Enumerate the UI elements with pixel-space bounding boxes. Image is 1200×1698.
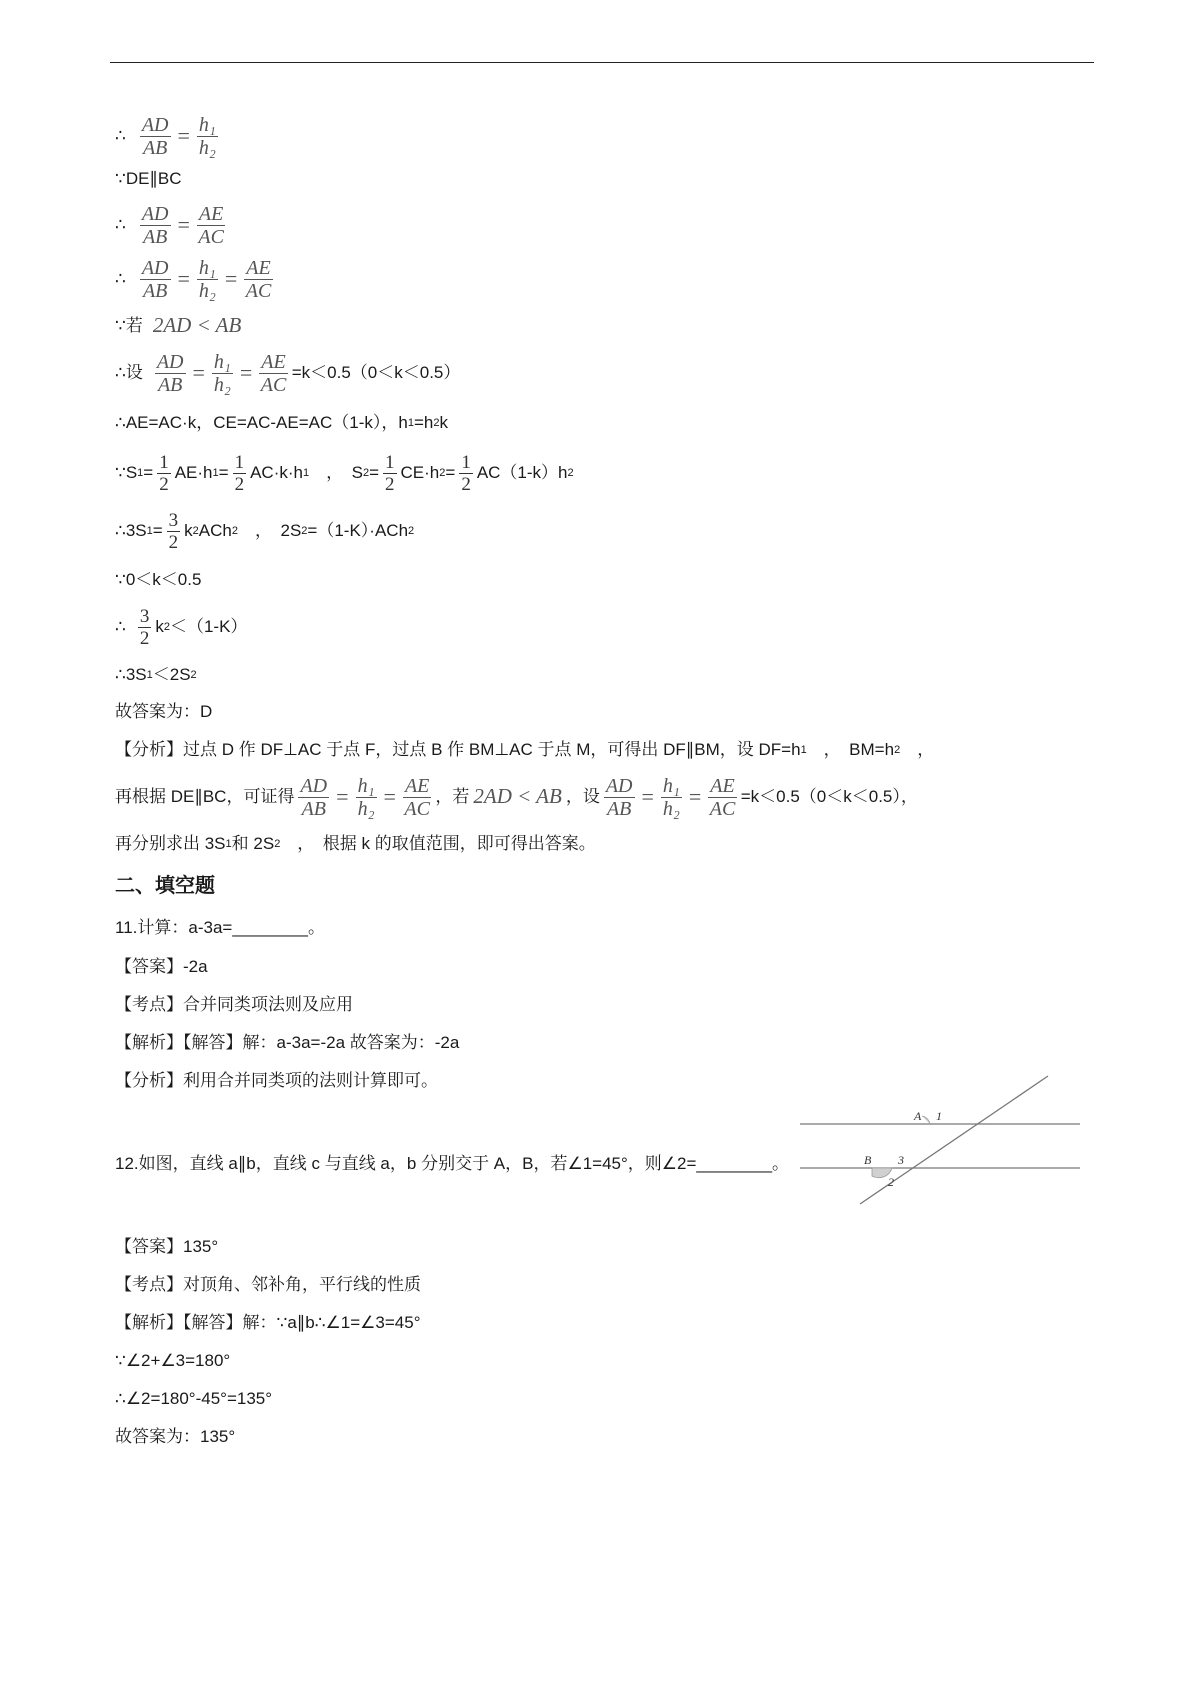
step-text: ACh	[198, 520, 232, 540]
step-text: =h	[413, 412, 434, 432]
step-conclusion	[115, 656, 1090, 694]
solution-text: ∴∠2=180°-45°=135°	[115, 1388, 273, 1408]
analysis-text: ， 根据 k 的取值范围，即可得出答案。	[280, 833, 596, 853]
step-text: =	[445, 462, 456, 482]
step-text: ∵DE∥BC	[115, 168, 182, 188]
subscript: 1	[212, 466, 219, 479]
step-text: ＜（1-K）	[169, 616, 248, 636]
analysis-text: ，设	[565, 786, 600, 806]
step-text: 故答案为：D	[115, 701, 213, 721]
subscript: 2	[433, 416, 440, 429]
step-text: =（1-K）·ACh	[307, 520, 409, 540]
label-2: 2	[888, 1175, 894, 1189]
step-text: ， S	[309, 462, 363, 482]
subscript: 2	[408, 524, 415, 537]
step-parallel	[115, 160, 1090, 198]
subscript: 2	[894, 743, 901, 756]
step-3s1-2s2	[115, 500, 1090, 562]
solution-text: 【解析】【解答】解：∵a∥b∴∠1=∠3=45°	[115, 1312, 421, 1332]
question-text: 12.如图，直线 a∥b，直线 c 与直线 a，b 分别交于 A，B，若∠1=45°，则∠2=________。	[115, 1153, 790, 1173]
solution-text: 故答案为：135°	[115, 1426, 236, 1446]
step-text: =	[218, 462, 229, 482]
analysis-line-2	[115, 770, 1090, 824]
subscript: 1	[137, 466, 144, 479]
fraction-h1-h2: $\frac{\text{h₁}}{\text{h₂}}$	[213, 350, 231, 396]
step-text: =	[152, 520, 163, 540]
parallel-lines-figure	[780, 1068, 1100, 1208]
analysis-text: ， BM=h	[806, 739, 895, 759]
angle-1-arc	[922, 1116, 930, 1124]
analysis-line-3	[115, 824, 1090, 864]
label-3: 3	[898, 1153, 904, 1167]
fraction-three-halves: $\frac{3}{2}$	[139, 605, 150, 649]
fraction-ae-ac: $\frac{AE}{AC}$	[260, 350, 287, 396]
question-11	[115, 908, 1090, 948]
step-areas	[115, 446, 1090, 500]
point-text: 【考点】合并同类项法则及应用	[115, 994, 353, 1014]
subscript: 2	[439, 466, 446, 479]
equals-sign: =	[224, 265, 238, 291]
step-text: k	[155, 616, 164, 636]
step-text: ∵0＜k＜0.5	[115, 569, 202, 589]
equals-sign: =	[177, 122, 190, 148]
fraction-ad-ab: $\frac{AD}{AB}$	[141, 113, 169, 159]
step-text: ∴	[115, 616, 126, 636]
equals-sign: =	[239, 359, 253, 385]
subscript: 1	[800, 743, 807, 756]
step-text: AC·k·h	[250, 462, 303, 482]
q12-step-2	[115, 1342, 1090, 1380]
equals-sign: =	[177, 265, 190, 291]
step-text: ∴3S	[115, 664, 147, 684]
fraction-one-half: $\frac{1}{2}$	[159, 451, 169, 495]
fraction-ae-ac: $\frac{AE}{AC}$	[245, 256, 272, 302]
equals-sign: =	[336, 783, 349, 809]
subscript: 1	[407, 416, 414, 429]
section-title: 二、填空题	[115, 875, 215, 897]
label-b: B	[864, 1153, 872, 1167]
answer-text: 【答案】-2a	[115, 956, 208, 976]
answer-text: 【答案】135°	[115, 1236, 219, 1256]
analysis-text: ，	[900, 739, 935, 759]
fraction-one-half: $\frac{1}{2}$	[385, 451, 395, 495]
step-text: ＜2S	[152, 664, 191, 684]
step-ratio-ae	[115, 198, 1090, 252]
superscript: 2	[163, 620, 170, 633]
equals-sign: =	[688, 783, 702, 809]
fraction-ad-ab: $\frac{AD}{AB}$	[605, 774, 633, 820]
subscript: 2	[362, 466, 370, 479]
subscript: 2	[274, 837, 281, 850]
fraction-ae-ac: $\frac{AE}{AC}$	[198, 202, 224, 248]
superscript: 2	[192, 524, 199, 537]
fraction-three-halves: $\frac{3}{2}$	[168, 509, 179, 553]
subscript: 1	[146, 524, 153, 537]
subscript: 2	[190, 668, 197, 681]
label-a: A	[914, 1109, 922, 1123]
therefore-symbol: ∴	[115, 125, 126, 145]
q12-step-3	[115, 1380, 1090, 1418]
fraction-ae-ac: $\frac{AE}{AC}$	[709, 774, 736, 820]
section-heading	[115, 864, 1090, 908]
subscript: 1	[146, 668, 153, 681]
step-k-range	[115, 562, 1090, 598]
step-text: ∴3S	[115, 520, 147, 540]
step-text: ∵S	[115, 462, 138, 482]
document-body	[115, 112, 1090, 1456]
subscript: 1	[302, 466, 310, 479]
step-ratio-h	[115, 112, 1090, 160]
analysis-text: =k＜0.5（0＜k＜0.5），	[740, 786, 918, 806]
fraction-h1-h2: $\frac{\text{h₁}}{\text{h₂}}$	[357, 774, 375, 820]
step-ae-ce	[115, 400, 1090, 446]
fraction-ae-ac: $\frac{AE}{AC}$	[404, 774, 430, 820]
fraction-h1-h2: $\frac{\text{h₁}}{\text{h₂}}$	[198, 113, 216, 159]
equals-sign: =	[383, 783, 396, 809]
analysis-line-1	[115, 730, 1090, 770]
analysis-text: 再根据 DE∥BC，可证得	[115, 786, 295, 806]
fraction-ad-ab: $\frac{AD}{AB}$	[141, 256, 169, 302]
answer-line	[115, 694, 1090, 730]
solution-text: 【解析】【解答】解：a-3a=-2a 故答案为：-2a	[115, 1032, 460, 1052]
step-ratio-all	[115, 252, 1090, 306]
q11-solution	[115, 1024, 1090, 1062]
q12-point	[115, 1266, 1090, 1304]
q11-point	[115, 986, 1090, 1024]
step-compare	[115, 598, 1090, 656]
inequality-formula: 2AD < AB	[152, 313, 242, 338]
q12-solution	[115, 1304, 1090, 1342]
step-text: AE·h	[174, 462, 213, 482]
analysis-text: 和 2S	[231, 833, 275, 853]
therefore-symbol: ∴	[115, 268, 126, 288]
analysis-text: 再分别求出 3S	[115, 833, 226, 853]
step-text: ∴设	[115, 362, 143, 382]
fraction-h1-h2: $\frac{\text{h₁}}{\text{h₂}}$	[198, 256, 216, 302]
subscript: 2	[231, 524, 238, 537]
analysis-text: 【分析】过点 D 作 DF⊥AC 于点 F，过点 B 作 BM⊥AC 于点 M，可得出 DF∥BM，设 DF=h	[115, 739, 801, 759]
q12-step-4	[115, 1418, 1090, 1456]
fraction-one-half: $\frac{1}{2}$	[461, 451, 471, 495]
point-text: 【考点】对顶角、邻补角，平行线的性质	[115, 1274, 421, 1294]
step-text: ， 2S	[238, 520, 302, 540]
step-text: k	[439, 412, 448, 432]
fraction-ad-ab: $\frac{AD}{AB}$	[141, 202, 169, 248]
step-text: ∴AE=AC·k，CE=AC-AE=AC（1-k），h	[115, 412, 408, 432]
equals-sign: =	[192, 359, 205, 385]
fraction-one-half: $\frac{1}{2}$	[234, 451, 245, 495]
fraction-h1-h2: $\frac{\text{h₁}}{\text{h₂}}$	[662, 774, 680, 820]
solution-text: ∵∠2+∠3=180°	[115, 1350, 231, 1370]
inequality-formula: 2AD < AB	[473, 784, 562, 809]
fraction-ad-ab: $\frac{AD}{AB}$	[156, 350, 184, 396]
step-text: AC（1-k）h	[476, 462, 568, 482]
therefore-symbol: ∴	[115, 214, 126, 234]
step-text: =	[369, 462, 380, 482]
equals-sign: =	[641, 783, 654, 809]
step-condition	[115, 306, 1090, 346]
step-define-k	[115, 346, 1090, 400]
step-text: =k＜0.5（0＜k＜0.5）	[291, 362, 461, 382]
q11-answer	[115, 948, 1090, 986]
analysis-text: 【分析】利用合并同类项的法则计算即可。	[115, 1070, 438, 1090]
step-text: ∵若	[115, 315, 143, 335]
step-text: k	[184, 520, 193, 540]
header-rule	[110, 62, 1094, 63]
fraction-ad-ab: $\frac{AD}{AB}$	[300, 774, 328, 820]
subscript: 2	[301, 524, 308, 537]
analysis-text: ，若	[435, 786, 470, 806]
question-text: 11.计算：a-3a=________。	[115, 917, 325, 937]
subscript: 1	[225, 837, 232, 850]
q12-answer	[115, 1228, 1090, 1266]
equals-sign: =	[177, 211, 190, 237]
subscript: 2	[567, 466, 574, 479]
step-text: CE·h	[400, 462, 440, 482]
step-text: =	[143, 462, 154, 482]
label-1: 1	[936, 1109, 942, 1123]
